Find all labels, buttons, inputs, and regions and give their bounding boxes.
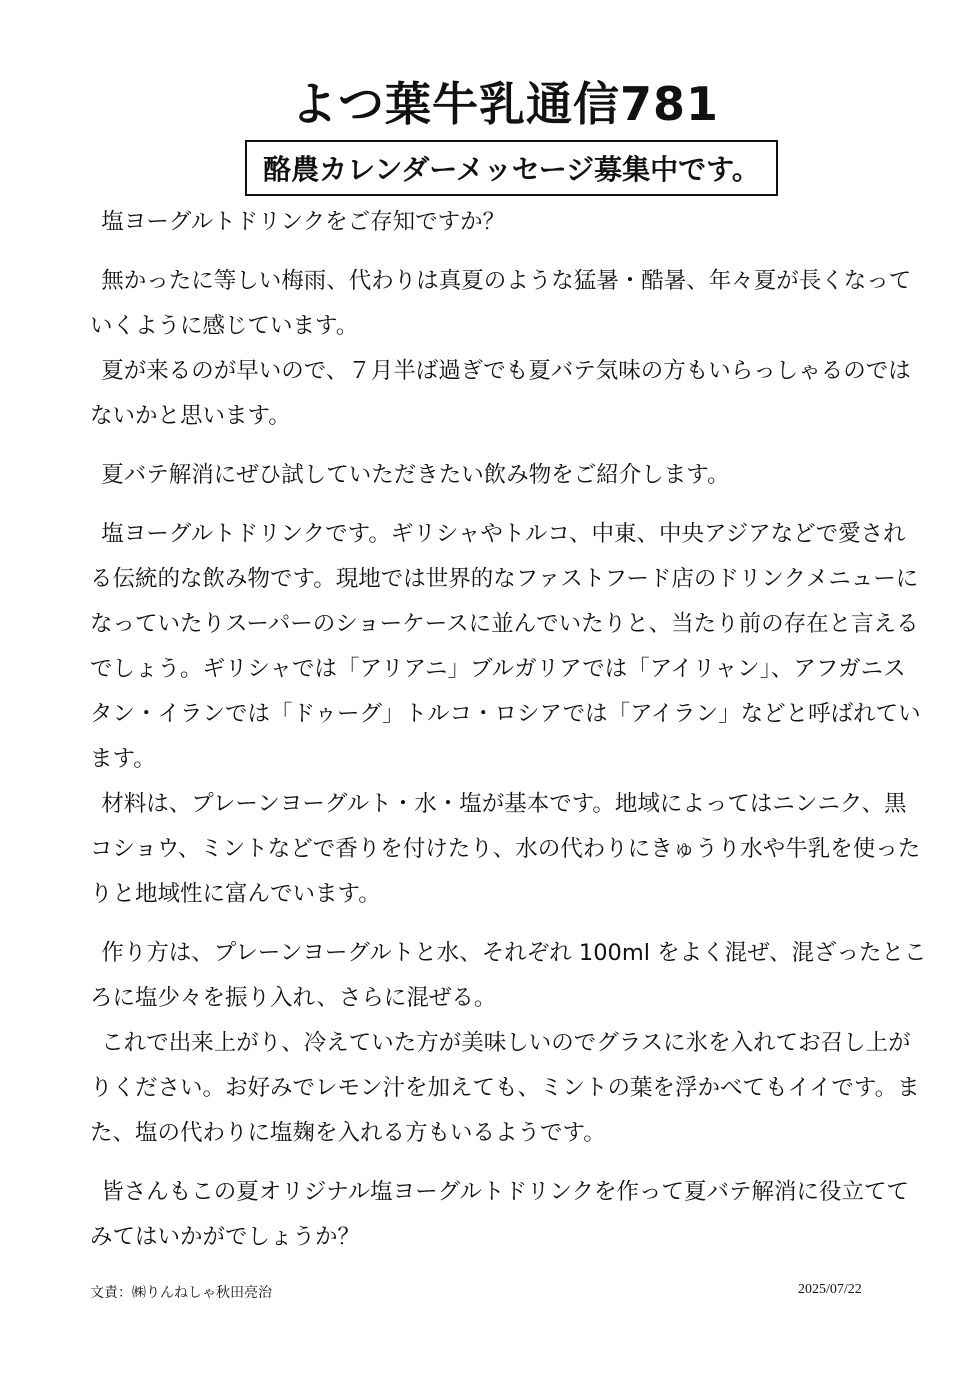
article-body [90,200,928,1260]
page-title: よつ葉牛乳通信781 [290,77,720,131]
paragraph-serving: これで出来上がり、冷えていた方が美味しいのでグラスに氷を入れてお召し上がりください。お好みでレモン汁を加えても、ミントの葉を浮かべてもイイです。また、塩の代わりに塩麹を入れる方もいるようです。 [90,1030,920,1146]
paragraph-recipe: 作り方は、プレーンヨーグルトと水、それぞれ 100ml をよく混ぜ、混ざったところに塩少々を振り入れ、さらに混ぜる。 [90,940,927,1011]
paragraph-weather: 無かったに等しい梅雨、代わりは真夏のような猛暑・酷暑、年々夏が長くなっていくように感じています。 [90,268,912,339]
paragraph-summer-fatigue: 夏が来るのが早いので、７月半ば過ぎでも夏バテ気味の方もいらっしゃるのではないかと思います。 [90,358,911,429]
paragraph-intro: 塩ヨーグルトドリンクをご存知ですか？ [101,209,506,235]
paragraph-closing: 皆さんもこの夏オリジナル塩ヨーグルトドリンクを作って夏バテ解消に役立ててみてはいかがでしょうか？ [90,1179,910,1250]
paragraph-description: 塩ヨーグルトドリンクです。ギリシャやトルコ、中東、中央アジアなどで愛される伝統的な飲み物です。現地では世界的なファストフード店のドリンクメニューになっていたりスーパーのショーケースに並んでいたりと、当たり前の存在と言えるでしょう。ギリシャでは「アリアニ」ブルガリアでは「アイリャン」、アフガニスタン・イランでは「ドゥーグ」トルコ・ロシアでは「アイラン」などと呼ばれています。 [90,521,921,772]
subtitle-box [245,140,778,196]
paragraph-recommendation: 夏バテ解消にぜひ試していただきたい飲み物をご紹介します。 [101,462,730,488]
subtitle: 酪農カレンダーメッセージ募集中です。 [263,153,760,186]
footer-author: 文責：㈱りんねしゃ秋田亮治 [90,1285,272,1301]
footer-date: 2025/07/22 [798,1282,862,1297]
paragraph-ingredients: 材料は、プレーンヨーグルト・水・塩が基本です。地域によってはニンニク、黒コショウ、ミントなどで香りを付けたり、水の代わりにきゅうり水や牛乳を使ったりと地域性に富んでいます。 [90,791,921,907]
